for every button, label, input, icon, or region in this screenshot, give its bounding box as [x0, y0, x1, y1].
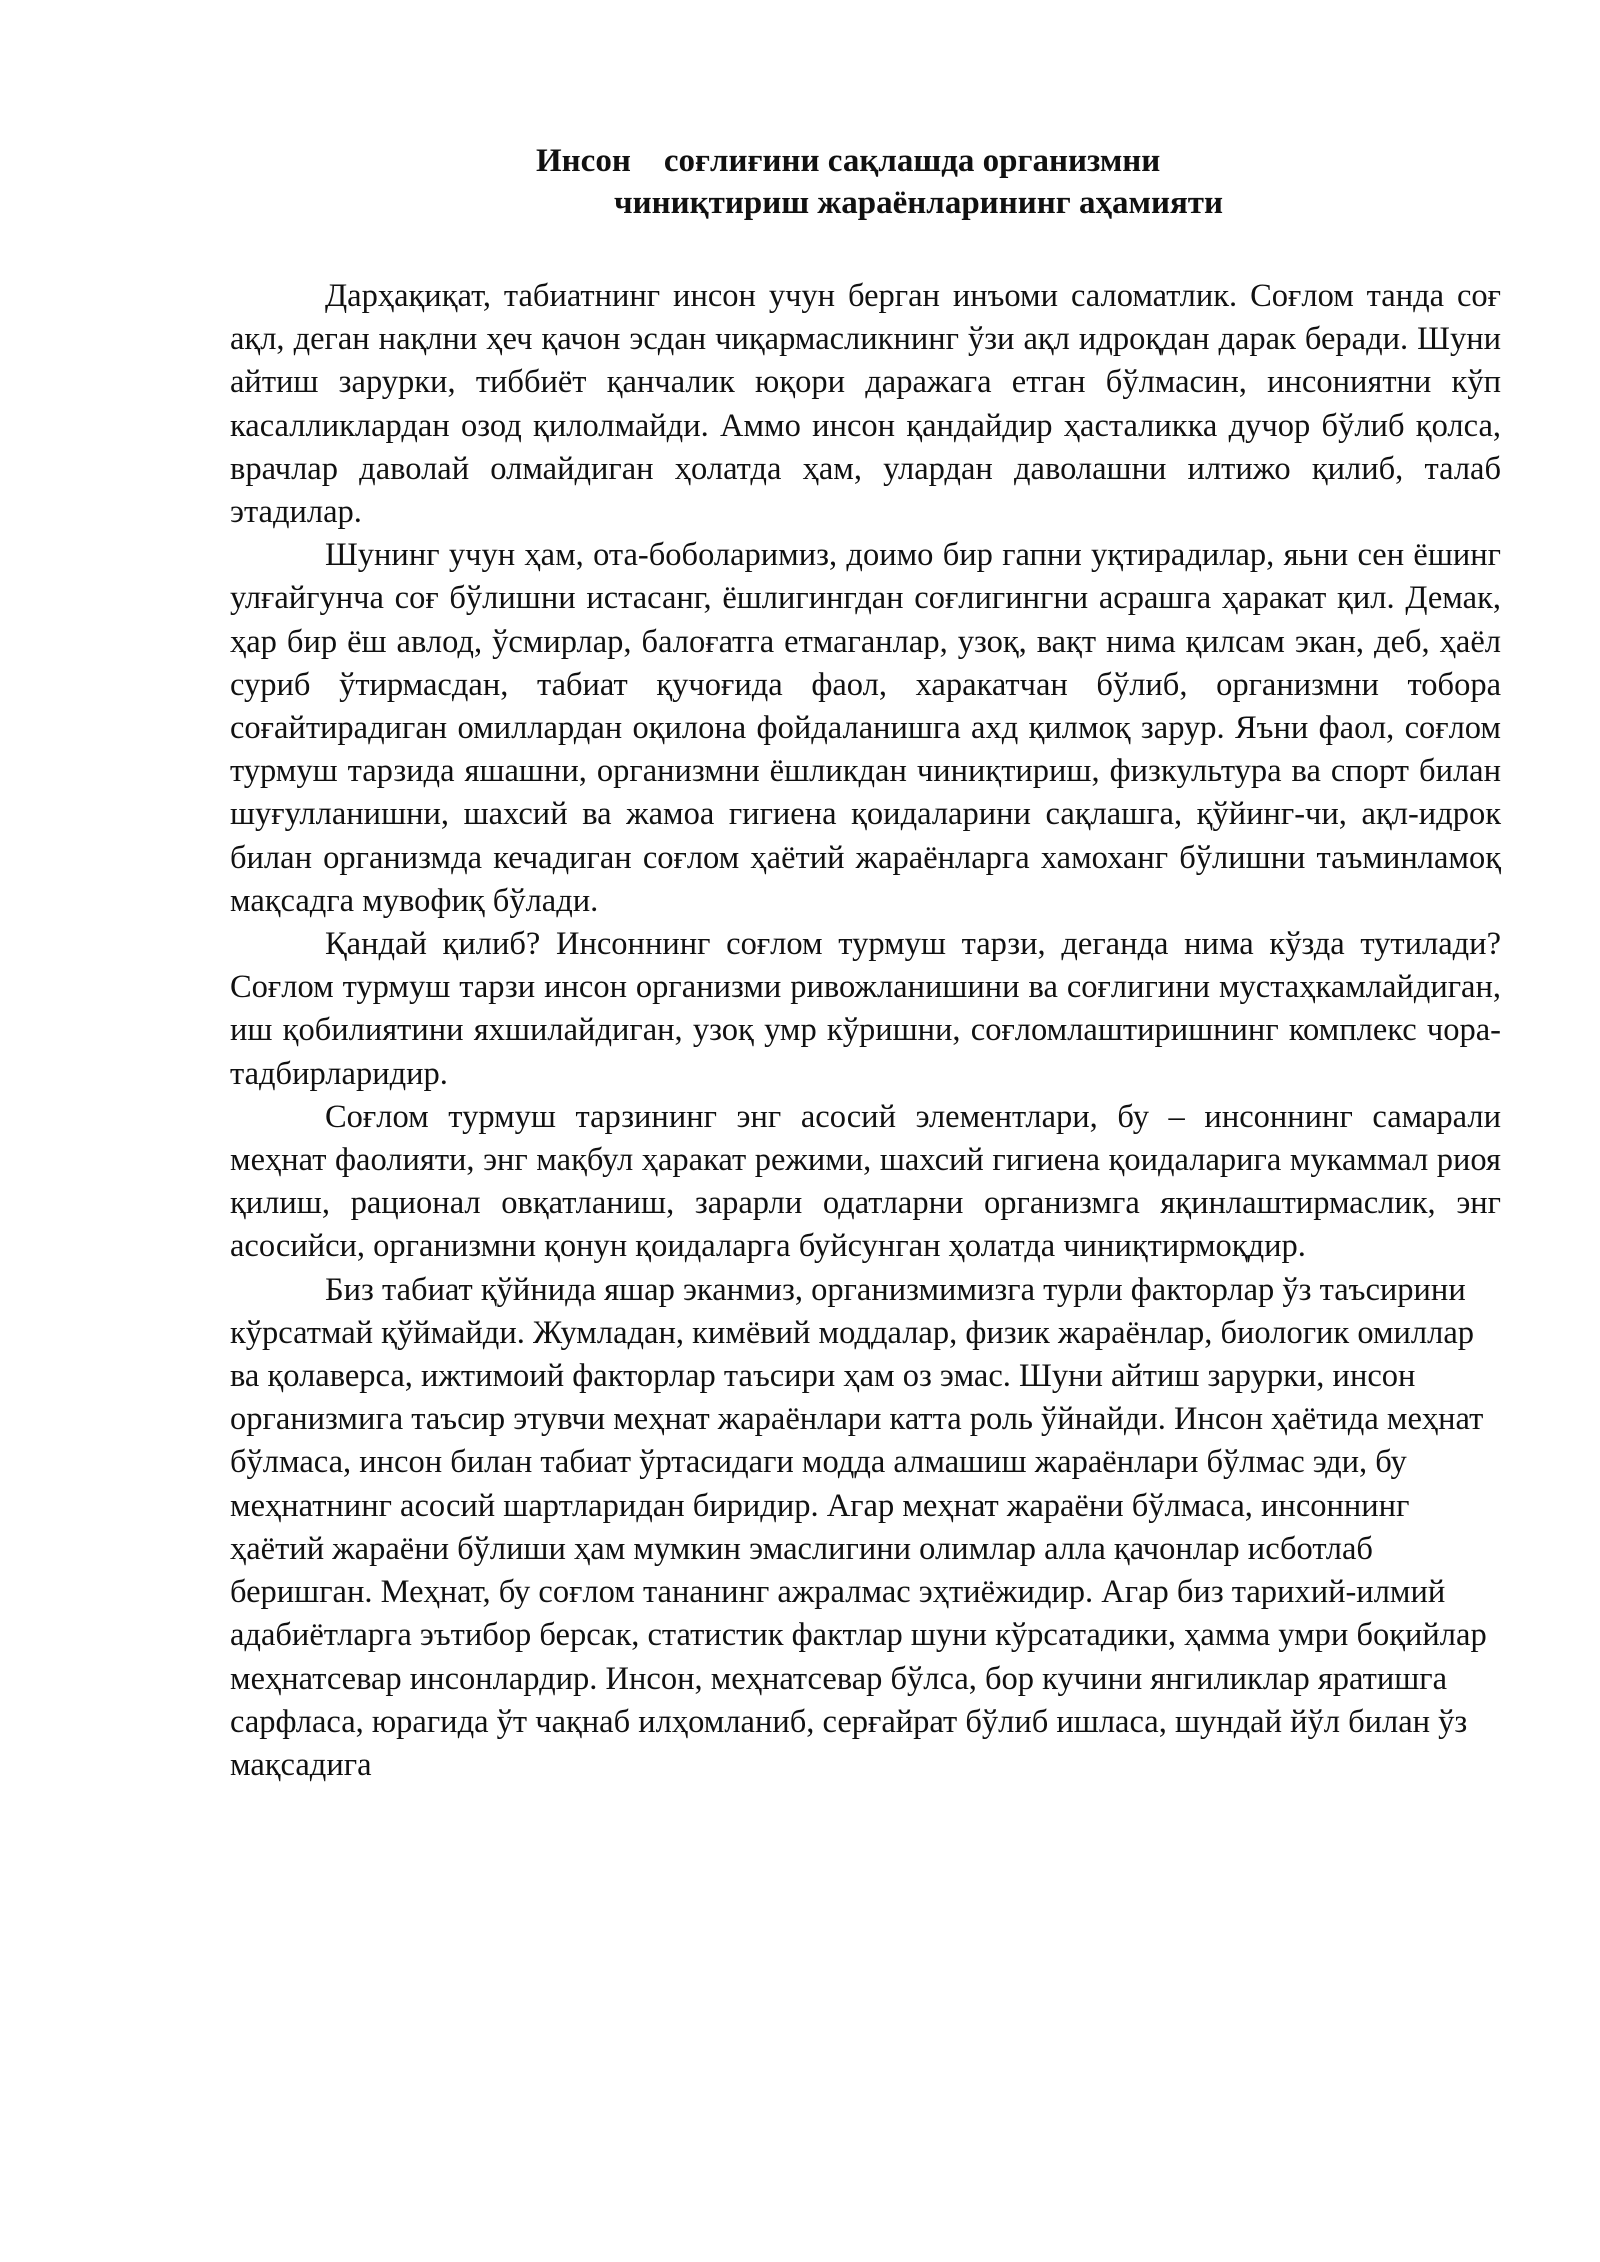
paragraph-1: Дарҳақиқат, табиатнинг инсон учун берган инъоми саломатлик. Соғлом танда соғ ақл, деган нақлни ҳеч қачон эсдан чиқармасликнинг ўзи ақл идроқдан дарак беради. Шуни айтиш зарурки, тиббиёт қанчалик юқори даражага етган бўлмасин, инсониятни кўп касалликлардан озод қилолмайди. Аммо инсон қандайдир ҳасталикка дучор бўлиб қолса, врачлар даволай олмайдиган ҳолатда ҳам, улардан даволашни илтижо қилиб, талаб этадилар. — [230, 278, 1501, 531]
title-line-2: чиниқтириш жараёнларининг аҳамияти — [614, 185, 1224, 221]
paragraph-3: Қандай қилиб? Инсоннинг соғлом турмуш тарзи, деганда нима кўзда тутилади? Соғлом турмуш тарзи инсон организми ривожланишини ва соғлигини мустаҳкамлайдиган, иш қобилиятини яхшилайдиган, узоқ умр кўришни, соғломлаштиришнинг комплекс чора-тадбирларидир. — [230, 926, 1501, 1092]
document-body — [230, 275, 1501, 1787]
paragraph-5: Биз табиат қўйнида яшар эканмиз, организмимизга турли факторлар ўз таъсирини кўрсатмай қўймайди. Жумладан, кимёвий моддалар, физик жараёнлар, биологик омиллар ва қолаверса, ижтимоий факторлар таъсири ҳам оз эмас. Шуни айтиш зарурки, инсон организмига таъсир этувчи меҳнат жараёнлари катта роль ўйнайди. Инсон ҳаётида меҳнат бўлмаса, инсон билан табиат ўртасидаги модда алмашиш жараёнлари бўлмас эди, бу меҳнатнинг асосий шартларидан биридир. Агар меҳнат жараёни бўлмаса, инсоннинг ҳаётий жараёни бўлиши ҳам мумкин эмаслигини олимлар алла қачонлар исботлаб беришган. Меҳнат, бу соғлом тананинг ажралмас эҳтиёжидир. Агар биз тарихий-илмий адабиётларга эътибор берсак, статистик фактлар шуни кўрсатадики, ҳамма умри боқийлар меҳнатсевар инсонлардир. Инсон, меҳнатсевар бўлса, бор кучини янгиликлар яратишга сарфласа, юрагида ўт чақнаб илҳомланиб, серғайрат бўлиб ишласа, шундай йўл билан ўз мақсадига — [230, 1271, 1487, 1783]
document-title — [230, 140, 1420, 224]
paragraph-4: Соғлом турмуш тарзининг энг асосий элементлари, бу – инсоннинг самарали меҳнат фаолияти, энг мақбул ҳаракат режими, шахсий гигиена қоидаларига мукаммал риоя қилиш, рационал овқатланиш, зарарли одатларни организмга яқинлаштирмаслик, энг асосийси, организмни қонун қоидаларга буйсунган ҳолатда чиниқтирмоқдир. — [230, 1098, 1501, 1265]
title-line-1: Инсон соғлиғини сақлашда организмни — [536, 143, 1161, 179]
paragraph-2: Шунинг учун ҳам, ота-боболаримиз, доимо бир гапни уқтирадилар, яьни сен ёшинг улғайгунча соғ бўлишни истасанг, ёшлигингдан соғлигингни асрашга ҳаракат қил. Демак, ҳар бир ёш авлод, ўсмирлар, балоғатга етмаганлар, узоқ, вақт нима қилсам экан, деб, ҳаёл суриб ўтирмасдан, табиат қучоғида фаол, харакатчан бўлиб, организмни тобора соғайтирадиган омиллардан оқилона фойдаланишга ахд қилмоқ зарур. Яъни фаол, соғлом турмуш тарзида яшашни, организмни ёшликдан чиниқтириш, физкультура ва спорт билан шуғулланишни, шахсий ва жамоа гигиена қоидаларини сақлашга, қўйинг-чи, ақл-идрок билан организмда кечадиган соғлом ҳаётий жараёнларга хамоханг бўлишни таъминламоқ мақсадга мувофиқ бўлади. — [230, 537, 1501, 919]
